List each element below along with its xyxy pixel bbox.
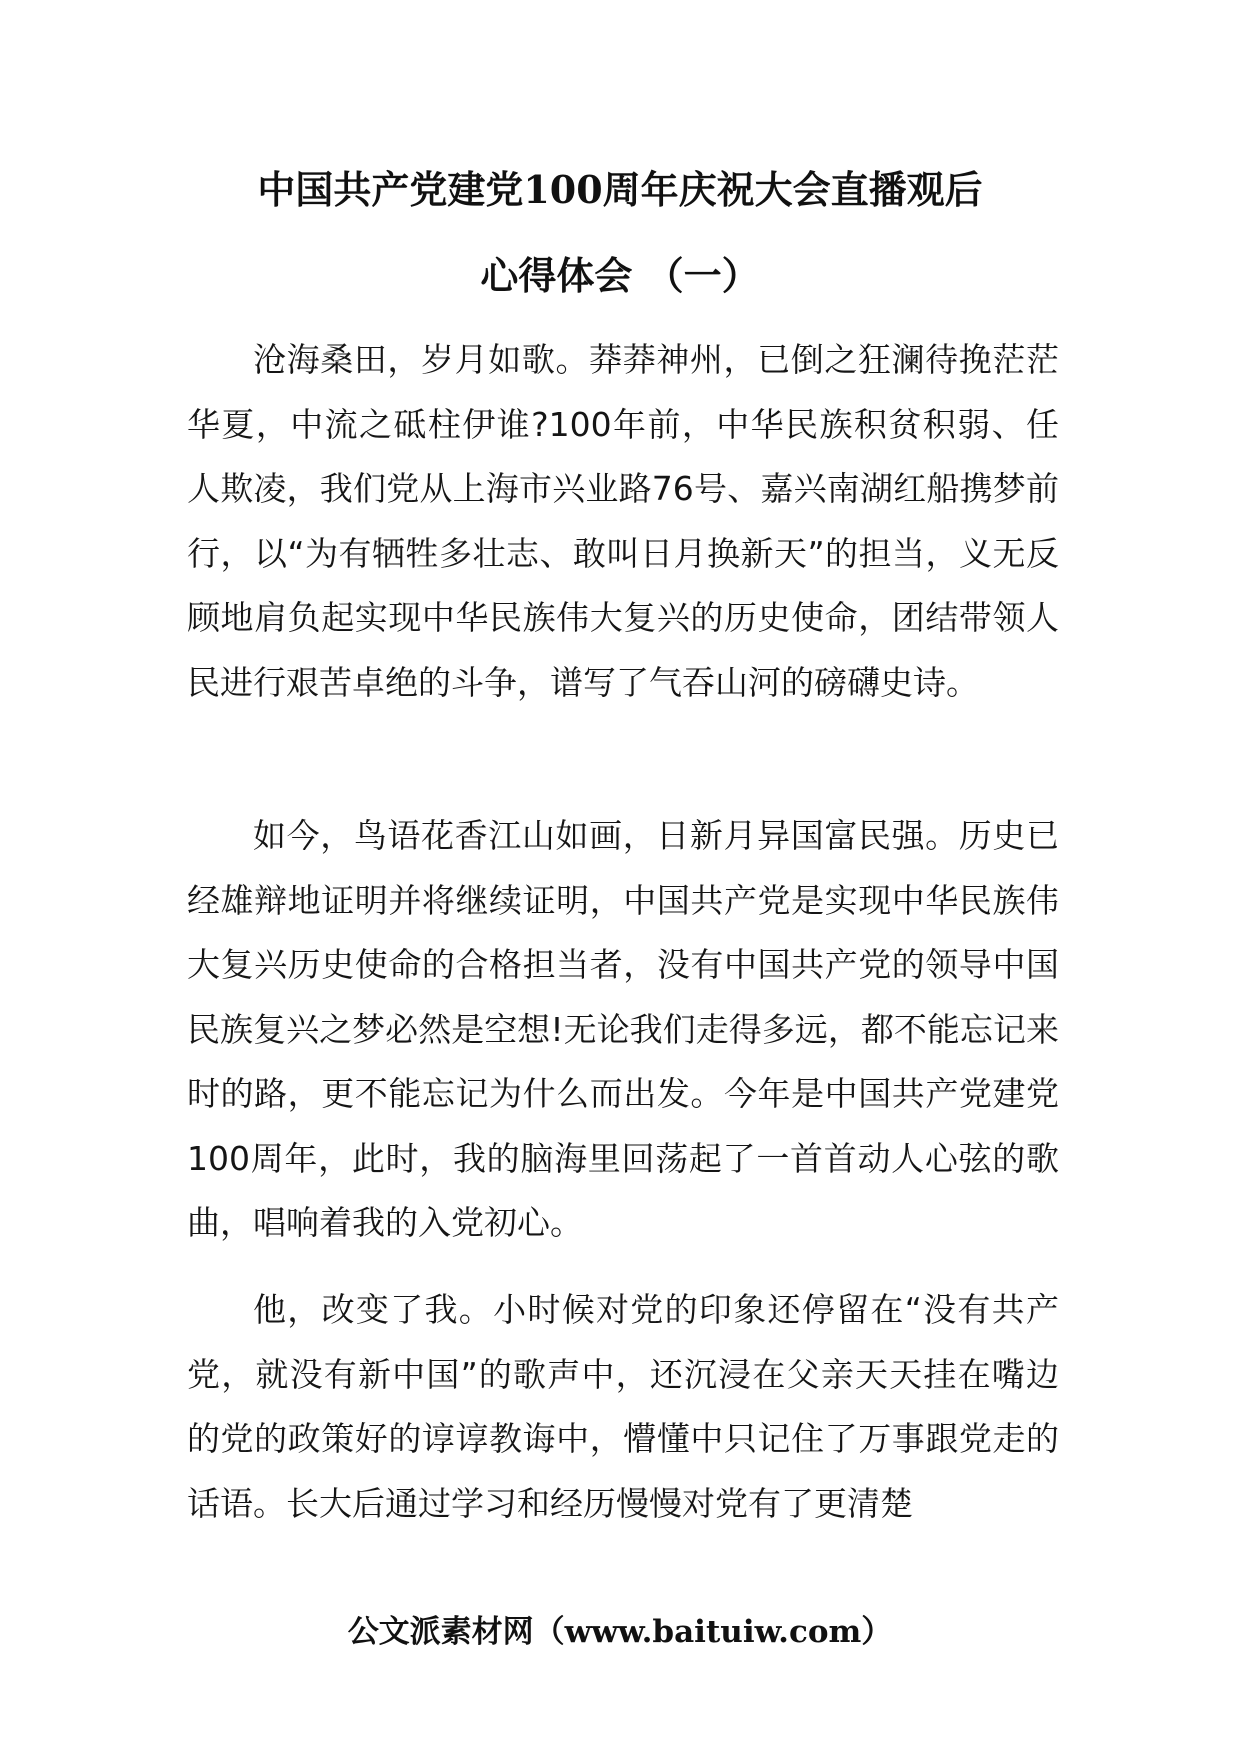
body-paragraph-3: 他，改变了我。小时候对党的印象还停留在“没有共产党，就没有新中国”的歌声中，还沉浸在父亲天天挂在嘴边的党的政策好的谆谆教诲中，懵懂中只记住了万事跟党走的话语。长大后通过学习和经历慢慢对党有了更清楚 — [187, 1290, 1059, 1523]
document-title-line-1: 中国共产党建党100周年庆祝大会直播观后 — [257, 167, 983, 212]
body-paragraph-2: 如今，鸟语花香江山如画，日新月异国富民强。历史已经雄辩地证明并将继续证明，中国共产党是实现中华民族伟大复兴历史使命的合格担当者，没有中国共产党的领导中国民族复兴之梦必然是空想!无论我们走得多远，都不能忘记来时的路，更不能忘记为什么而出发。今年是中国共产党建党100周年，此时，我的脑海里回荡起了一首首动人心弦的歌曲，唱响着我的入党初心。 — [187, 816, 1059, 1242]
page-footer-source: 公文派素材网（www.baituiw.com） — [347, 1614, 893, 1650]
document-title-line-2: 心得体会 （一） — [480, 253, 760, 298]
body-paragraph-1: 沧海桑田，岁月如歌。莽莽神州，已倒之狂澜待挽茫茫华夏，中流之砥柱伊谁?100年前，中华民族积贫积弱、任人欺凌，我们党从上海市兴业路76号、嘉兴南湖红船携梦前行，以“为有牺牲多壮志、敢叫日月换新天”的担当，义无反顾地肩负起实现中华民族伟大复兴的历史使命，团结带领人民进行艰苦卓绝的斗争，谱写了气吞山河的磅礴史诗。 — [187, 340, 1059, 702]
